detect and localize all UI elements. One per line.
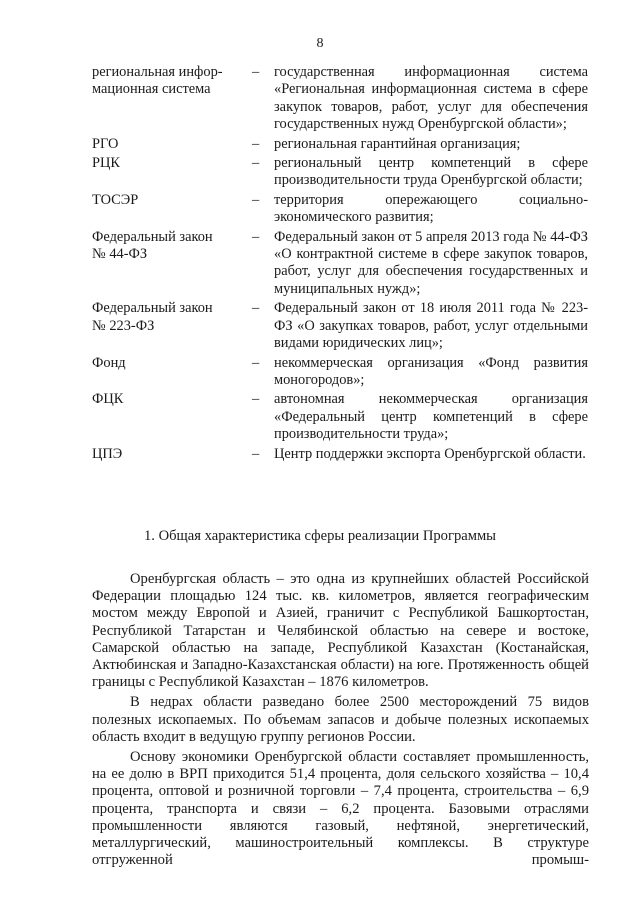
page-number: 8	[316, 36, 324, 51]
paragraph: В недрах области разведано более 2500 месторождений 75 видов полезных ископаемых. По объемам запасов и добыче полезных ископаемых область входит в ведущую группу регионов России.	[92, 694, 589, 745]
definition-dash: –	[252, 354, 260, 371]
body-text	[92, 571, 589, 872]
definition-description: автономная некоммерческая организация «Федеральный центр компетенций в сфере производительности труда»;	[274, 391, 588, 443]
definition-term: ЦПЭ	[92, 445, 123, 462]
definition-dash: –	[252, 155, 260, 172]
definitions-list	[92, 64, 588, 465]
paragraph: Оренбургская область – это одна из крупнейших областей Российской Федерации площадью 124 тыс. кв. километров, является географическим мостом между Европой и Азией, граничит с Республикой Башкортостан, Республикой Татарстан и Челябинской областью на севере и востоке, Самарской областью на западе, Республикой Казахстан (Костанайская, Актюбинская и Западно-Казахстанская области) на юге. Протяженность общей границы с Республикой Казахстан – 1876 километров.	[92, 571, 589, 691]
definition-dash: –	[252, 391, 260, 408]
definition-dash: –	[252, 228, 260, 245]
definition-term: Федеральный закон № 223-ФЗ	[92, 300, 213, 334]
definition-item	[92, 155, 588, 190]
definition-item	[92, 192, 588, 227]
section-heading: 1. Общая характеристика сферы реализации Программы	[144, 528, 496, 544]
definition-term: ФЦК	[92, 391, 124, 408]
definition-dash: –	[252, 445, 260, 462]
definition-term: ТОСЭР	[92, 191, 139, 208]
definition-description: Центр поддержки экспорта Оренбургской области.	[274, 445, 586, 462]
definition-description: государственная информационная система «Региональная информационная система в сфере закупок товаров, работ, услуг для обеспечения государственных нужд Оренбургской области»;	[274, 64, 588, 133]
definition-dash: –	[252, 64, 260, 80]
paragraph: Основу экономики Оренбургской области составляет промышленность, на ее долю в ВРП приходится 51,4 процента, доля сельского хозяйства – 10,4 процента, оптовой и розничной торговли – 7,4 процента, строительства – 6,9 процента, транспорта и связи – 6,2 процента. Базовыми отраслями промышленности являются газовый, нефтяной, энергетический, металлургический, машиностроительный комплексы. В структуре отгруженной промыш-	[92, 749, 589, 869]
definition-term: Фонд	[92, 354, 126, 371]
definition-description: некоммерческая организация «Фонд развития моногородов»;	[274, 354, 588, 388]
definition-description: Федеральный закон от 5 апреля 2013 года № 44-ФЗ «О контрактной системе в сфере закупок товаров, работ, услуг для обеспечения государственных и муниципальных нужд»;	[274, 228, 588, 297]
definition-dash: –	[252, 300, 260, 317]
definition-description: региональная гарантийная организация;	[274, 135, 521, 152]
definition-dash: –	[252, 191, 260, 208]
definition-item	[92, 64, 588, 134]
definition-term: РГО	[92, 135, 119, 152]
definition-term: региональная инфор- мационная система	[92, 64, 223, 98]
definition-item	[92, 300, 588, 352]
definition-dash: –	[252, 135, 260, 152]
definition-item	[92, 391, 588, 443]
definition-description: территория опережающего социально-экономического развития;	[274, 191, 588, 226]
definition-description: Федеральный закон от 18 июля 2011 года № 223-ФЗ «О закупках товаров, работ, услуг отдельными видами юридических лиц»;	[274, 300, 588, 352]
definition-item	[92, 446, 588, 463]
definition-item	[92, 229, 588, 299]
definition-description: региональный центр компетенций в сфере производительности труда Оренбургской области;	[274, 155, 588, 189]
definition-item	[92, 355, 588, 390]
definition-item	[92, 136, 588, 153]
definition-term: Федеральный закон № 44-ФЗ	[92, 228, 213, 263]
definition-term: РЦК	[92, 155, 120, 172]
